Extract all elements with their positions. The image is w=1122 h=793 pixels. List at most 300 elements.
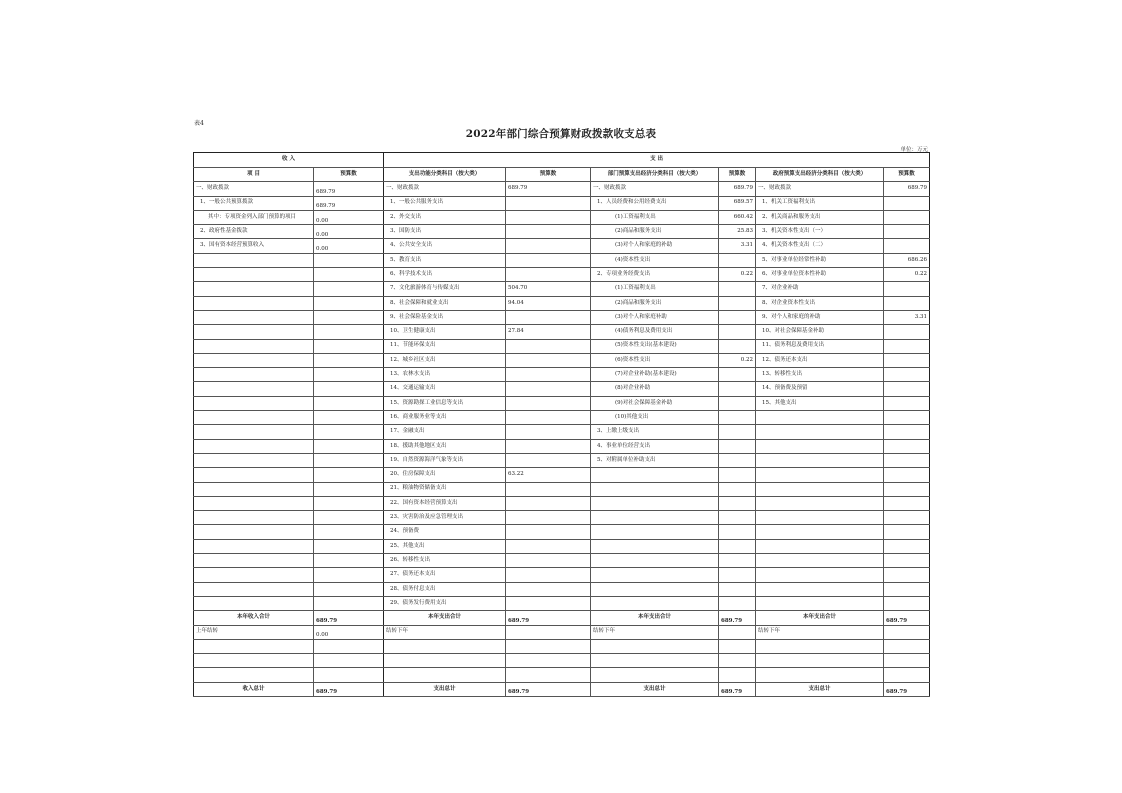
dept-item-label: (2)商品和服务支出 [591, 296, 719, 310]
income-item-value: 0.00 [314, 210, 384, 224]
dept-item-value: 25.83 [719, 225, 756, 239]
func-item-value [506, 596, 591, 610]
income-item-label: 3、国有资本经营预算收入 [194, 239, 314, 253]
gov-item-value: 0.22 [884, 268, 930, 282]
table-row [194, 411, 930, 425]
blank-cell [194, 639, 314, 653]
gov-item-value [884, 496, 930, 510]
func-item-label: 2、外交支出 [384, 210, 506, 224]
func-item-value [506, 268, 591, 282]
dept-item-value [719, 439, 756, 453]
gov-item-label: 4、机关资本性支出（二） [756, 239, 884, 253]
income-item-value [314, 411, 384, 425]
dept-item-label: (9)对社会保障基金补助 [591, 396, 719, 410]
gov-item-value: 686.26 [884, 253, 930, 267]
dept-next-carry-value [719, 625, 756, 639]
func-item-label: 26、转移性支出 [384, 554, 506, 568]
blank-cell [194, 654, 314, 668]
gov-grand-total-value: 689.79 [884, 682, 930, 696]
income-item-label [194, 582, 314, 596]
gov-item-label [756, 425, 884, 439]
func-item-value [506, 210, 591, 224]
income-item-value [314, 382, 384, 396]
dept-item-value [719, 468, 756, 482]
dept-item-value [719, 396, 756, 410]
table-row [194, 554, 930, 568]
gov-item-value [884, 239, 930, 253]
income-item-label [194, 353, 314, 367]
blank-cell [591, 668, 719, 682]
func-item-value [506, 582, 591, 596]
func-item-value [506, 453, 591, 467]
dept-item-label: (6)资本性支出 [591, 353, 719, 367]
income-item-value [314, 511, 384, 525]
gov-item-label [756, 582, 884, 596]
table-row [194, 425, 930, 439]
income-item-label [194, 568, 314, 582]
dept-item-value: 689.79 [719, 182, 756, 196]
gov-item-label: 10、对社会保障基金补助 [756, 325, 884, 339]
blank-cell [884, 668, 930, 682]
table-row [194, 568, 930, 582]
func-item-value [506, 496, 591, 510]
func-item-label: 6、科学技术支出 [384, 268, 506, 282]
dept-item-label: (10)其他支出 [591, 411, 719, 425]
gov-item-label: 一、财政拨款 [756, 182, 884, 196]
dept-item-value [719, 582, 756, 596]
blank-cell [591, 654, 719, 668]
dept-item-value [719, 482, 756, 496]
income-year-total-label: 本年收入合计 [194, 611, 314, 625]
gov-item-value [884, 511, 930, 525]
gov-item-label: 7、对企业补助 [756, 282, 884, 296]
dept-next-carry-label: 结转下年 [591, 625, 719, 639]
blank-cell [506, 639, 591, 653]
table-row [194, 253, 930, 267]
func-year-total-label: 本年支出合计 [384, 611, 506, 625]
dept-item-value [719, 511, 756, 525]
func-item-value: 94.04 [506, 296, 591, 310]
gov-item-value: 689.79 [884, 182, 930, 196]
income-item-value [314, 453, 384, 467]
income-item-value [314, 468, 384, 482]
gov-item-label: 13、转移性支出 [756, 368, 884, 382]
gov-item-value [884, 196, 930, 210]
table-row [194, 453, 930, 467]
blank-cell [756, 654, 884, 668]
dept-item-value [719, 525, 756, 539]
dept-item-value [719, 310, 756, 324]
func-item-label: 3、国防支出 [384, 225, 506, 239]
func-item-label: 27、债务还本支出 [384, 568, 506, 582]
income-budget-column-header: 预算数 [314, 168, 384, 182]
unit-label: 单位：万元 [900, 147, 928, 153]
gov-item-value [884, 596, 930, 610]
income-item-label [194, 411, 314, 425]
func-item-value [506, 525, 591, 539]
dept-item-value [719, 296, 756, 310]
blank-row [194, 639, 930, 653]
func-item-value [506, 482, 591, 496]
func-item-label: 4、公共安全支出 [384, 239, 506, 253]
func-item-value [506, 396, 591, 410]
func-item-label: 12、城乡社区支出 [384, 353, 506, 367]
item-column-header: 项 目 [194, 168, 314, 182]
grand-total-row [194, 682, 930, 696]
gov-item-label: 6、对事业单位资本性补助 [756, 268, 884, 282]
blank-cell [314, 668, 384, 682]
table-row [194, 210, 930, 224]
gov-item-value [884, 468, 930, 482]
func-item-label: 10、卫生健康支出 [384, 325, 506, 339]
gov-item-value [884, 482, 930, 496]
blank-cell [591, 639, 719, 653]
table-row [194, 382, 930, 396]
func-item-value [506, 382, 591, 396]
gov-item-label: 15、其他支出 [756, 396, 884, 410]
income-item-value [314, 310, 384, 324]
func-item-value [506, 353, 591, 367]
gov-item-value [884, 325, 930, 339]
dept-item-value [719, 382, 756, 396]
dept-year-total-value: 689.79 [719, 611, 756, 625]
income-section-header: 收 入 [194, 153, 384, 168]
blank-cell [719, 654, 756, 668]
blank-cell [194, 668, 314, 682]
gov-item-label: 11、债务利息及费用支出 [756, 339, 884, 353]
dept-econ-column-header: 部门预算支出经济分类科目（按大类） [591, 168, 719, 182]
gov-item-value: 3.31 [884, 310, 930, 324]
func-item-value [506, 339, 591, 353]
func-item-value [506, 239, 591, 253]
income-item-value [314, 539, 384, 553]
table-row [194, 296, 930, 310]
func-item-label: 9、社会保险基金支出 [384, 310, 506, 324]
func-item-label: 20、住房保障支出 [384, 468, 506, 482]
blank-cell [756, 668, 884, 682]
dept-item-label: (2)商品和服务支出 [591, 225, 719, 239]
dept-item-label [591, 525, 719, 539]
gov-item-value [884, 439, 930, 453]
column-header-row [194, 168, 930, 182]
dept-item-value [719, 496, 756, 510]
func-item-label: 14、交通运输支出 [384, 382, 506, 396]
func-item-label: 一、财政拨款 [384, 182, 506, 196]
table-row [194, 325, 930, 339]
blank-cell [884, 654, 930, 668]
section-header-row [194, 153, 930, 168]
gov-item-label [756, 496, 884, 510]
dept-budget-column-header: 预算数 [719, 168, 756, 182]
table-row [194, 310, 930, 324]
income-item-label [194, 496, 314, 510]
income-item-label [194, 554, 314, 568]
income-item-label [194, 482, 314, 496]
dept-item-value: 0.22 [719, 268, 756, 282]
gov-item-label [756, 411, 884, 425]
table-row [194, 182, 930, 196]
income-item-label [194, 453, 314, 467]
income-year-total-value: 689.79 [314, 611, 384, 625]
func-item-label: 11、节能环保支出 [384, 339, 506, 353]
income-item-label [194, 253, 314, 267]
func-item-value [506, 539, 591, 553]
func-item-label: 8、社会保障和就业支出 [384, 296, 506, 310]
table-row [194, 196, 930, 210]
table-row [194, 496, 930, 510]
table-row [194, 268, 930, 282]
dept-item-value [719, 368, 756, 382]
income-item-value [314, 439, 384, 453]
func-item-value [506, 253, 591, 267]
income-item-value [314, 425, 384, 439]
func-item-value: 689.79 [506, 182, 591, 196]
dept-year-total-label: 本年支出合计 [591, 611, 719, 625]
income-item-value [314, 339, 384, 353]
table-row [194, 368, 930, 382]
table-row [194, 596, 930, 610]
income-item-value: 689.79 [314, 182, 384, 196]
func-item-value [506, 310, 591, 324]
gov-year-total-label: 本年支出合计 [756, 611, 884, 625]
gov-item-value [884, 339, 930, 353]
table-row [194, 582, 930, 596]
gov-item-value [884, 453, 930, 467]
gov-item-label: 8、对企业资本性支出 [756, 296, 884, 310]
blank-cell [314, 639, 384, 653]
income-item-value [314, 396, 384, 410]
func-item-value: 63.22 [506, 468, 591, 482]
blank-cell [756, 639, 884, 653]
func-class-column-header: 支出功能分类科目（按大类） [384, 168, 506, 182]
dept-item-label: 2、专项业务经费支出 [591, 268, 719, 282]
dept-item-value: 689.57 [719, 196, 756, 210]
gov-item-label [756, 568, 884, 582]
func-item-value [506, 368, 591, 382]
gov-item-label [756, 554, 884, 568]
dept-item-label: (4)债务利息及费用支出 [591, 325, 719, 339]
income-item-label [194, 468, 314, 482]
income-item-label [194, 268, 314, 282]
func-item-value [506, 439, 591, 453]
func-item-label: 22、国有资本经营预算支出 [384, 496, 506, 510]
income-item-label [194, 339, 314, 353]
income-item-label [194, 511, 314, 525]
dept-item-label: (4)资本性支出 [591, 253, 719, 267]
income-item-value [314, 496, 384, 510]
income-item-value [314, 353, 384, 367]
func-item-value: 27.84 [506, 325, 591, 339]
blank-cell [384, 654, 506, 668]
dept-item-label: (1)工资福利支出 [591, 210, 719, 224]
income-item-value: 689.79 [314, 196, 384, 210]
table-row [194, 282, 930, 296]
blank-cell [719, 639, 756, 653]
income-item-label [194, 596, 314, 610]
func-item-value [506, 225, 591, 239]
income-item-label [194, 382, 314, 396]
gov-item-value [884, 525, 930, 539]
func-item-label: 28、债务付息支出 [384, 582, 506, 596]
dept-item-label: 3、上缴上级支出 [591, 425, 719, 439]
income-item-value [314, 568, 384, 582]
blank-cell [506, 668, 591, 682]
dept-item-label: 5、对附属单位补助支出 [591, 453, 719, 467]
gov-item-value [884, 411, 930, 425]
blank-cell [884, 639, 930, 653]
table-row [194, 468, 930, 482]
blank-cell [506, 654, 591, 668]
dept-item-value: 660.42 [719, 210, 756, 224]
document-title: 2022年部门综合预算财政拨款收支总表 [465, 128, 657, 140]
expense-section-header: 支 出 [384, 153, 930, 168]
func-item-value [506, 554, 591, 568]
func-item-label: 19、自然资源海洋气象等支出 [384, 453, 506, 467]
income-item-label: 2、政府性基金拨款 [194, 225, 314, 239]
income-item-value [314, 282, 384, 296]
dept-item-label: 1、人员经费和公用经费支出 [591, 196, 719, 210]
table-row [194, 339, 930, 353]
income-item-value [314, 253, 384, 267]
func-item-value [506, 425, 591, 439]
func-item-label: 17、金融支出 [384, 425, 506, 439]
gov-item-value [884, 396, 930, 410]
dept-item-label: (7)对企业补助(基本建设) [591, 368, 719, 382]
income-item-label: 1、一般公共预算拨款 [194, 196, 314, 210]
prev-carry-label: 上年结转 [194, 625, 314, 639]
dept-item-value [719, 539, 756, 553]
gov-item-value [884, 554, 930, 568]
dept-item-label: 4、事业单位经营支出 [591, 439, 719, 453]
income-item-value [314, 596, 384, 610]
gov-item-label [756, 596, 884, 610]
dept-item-value [719, 325, 756, 339]
gov-item-label [756, 525, 884, 539]
income-item-label [194, 539, 314, 553]
func-next-carry-value [506, 625, 591, 639]
blank-cell [384, 639, 506, 653]
dept-item-label [591, 468, 719, 482]
budget-summary-table [193, 152, 930, 697]
dept-item-label: (8)对企业补助 [591, 382, 719, 396]
func-item-label: 21、粮油物资储备支出 [384, 482, 506, 496]
gov-item-value [884, 539, 930, 553]
income-item-label [194, 310, 314, 324]
gov-item-label [756, 511, 884, 525]
dept-item-value [719, 568, 756, 582]
income-item-value [314, 268, 384, 282]
gov-item-label [756, 482, 884, 496]
income-item-label [194, 368, 314, 382]
gov-item-value [884, 282, 930, 296]
gov-item-value [884, 296, 930, 310]
blank-row [194, 668, 930, 682]
table-row [194, 539, 930, 553]
dept-item-value: 0.22 [719, 353, 756, 367]
gov-item-label: 14、预备费及预留 [756, 382, 884, 396]
func-item-value [506, 196, 591, 210]
gov-item-label: 2、机关商品和服务支出 [756, 210, 884, 224]
table-row [194, 511, 930, 525]
gov-item-label: 3、机关资本性支出（一） [756, 225, 884, 239]
income-grand-total-value: 689.79 [314, 682, 384, 696]
dept-item-value: 3.31 [719, 239, 756, 253]
dept-item-label [591, 582, 719, 596]
income-item-value [314, 368, 384, 382]
func-item-label: 23、灾害防治及应急管理支出 [384, 511, 506, 525]
dept-item-label [591, 554, 719, 568]
income-item-value [314, 554, 384, 568]
dept-item-value [719, 411, 756, 425]
income-item-value: 0.00 [314, 225, 384, 239]
income-grand-total-label: 收入总计 [194, 682, 314, 696]
dept-item-value [719, 596, 756, 610]
func-item-label: 7、文化旅游体育与传媒支出 [384, 282, 506, 296]
table-row [194, 482, 930, 496]
func-budget-column-header: 预算数 [506, 168, 591, 182]
dept-item-label [591, 482, 719, 496]
income-item-value: 0.00 [314, 239, 384, 253]
table-number-label: 表4 [194, 120, 204, 127]
dept-item-label: (5)资本性支出(基本建设) [591, 339, 719, 353]
income-item-label: 其中：专项资金列入部门预算的项目 [194, 210, 314, 224]
gov-item-value [884, 425, 930, 439]
dept-item-value [719, 282, 756, 296]
table-row [194, 525, 930, 539]
dept-grand-total-label: 支出总计 [591, 682, 719, 696]
income-item-label [194, 396, 314, 410]
dept-item-value [719, 425, 756, 439]
dept-item-value [719, 339, 756, 353]
dept-item-value [719, 554, 756, 568]
gov-item-value [884, 225, 930, 239]
func-item-value: 504.70 [506, 282, 591, 296]
income-item-value [314, 325, 384, 339]
dept-item-label: (1)工资福利支出 [591, 282, 719, 296]
func-grand-total-label: 支出总计 [384, 682, 506, 696]
gov-next-carry-value [884, 625, 930, 639]
gov-grand-total-label: 支出总计 [756, 682, 884, 696]
gov-item-value [884, 210, 930, 224]
gov-item-label [756, 439, 884, 453]
table-row [194, 353, 930, 367]
income-item-label [194, 282, 314, 296]
gov-budget-column-header: 预算数 [884, 168, 930, 182]
gov-year-total-value: 689.79 [884, 611, 930, 625]
dept-item-value [719, 453, 756, 467]
gov-item-label: 1、机关工资福利支出 [756, 196, 884, 210]
income-item-label [194, 425, 314, 439]
table-row [194, 239, 930, 253]
gov-item-value [884, 382, 930, 396]
table-row [194, 439, 930, 453]
blank-cell [314, 654, 384, 668]
blank-row [194, 654, 930, 668]
gov-item-label [756, 539, 884, 553]
table-row [194, 225, 930, 239]
income-item-value [314, 525, 384, 539]
blank-cell [384, 668, 506, 682]
func-item-label: 16、商业服务业等支出 [384, 411, 506, 425]
func-item-label: 25、其他支出 [384, 539, 506, 553]
year-total-row [194, 611, 930, 625]
func-item-label: 24、预备费 [384, 525, 506, 539]
dept-item-label [591, 539, 719, 553]
dept-item-label: (3)对个人和家庭补助 [591, 310, 719, 324]
func-next-carry-label: 结转下年 [384, 625, 506, 639]
income-item-label [194, 439, 314, 453]
dept-item-label [591, 511, 719, 525]
